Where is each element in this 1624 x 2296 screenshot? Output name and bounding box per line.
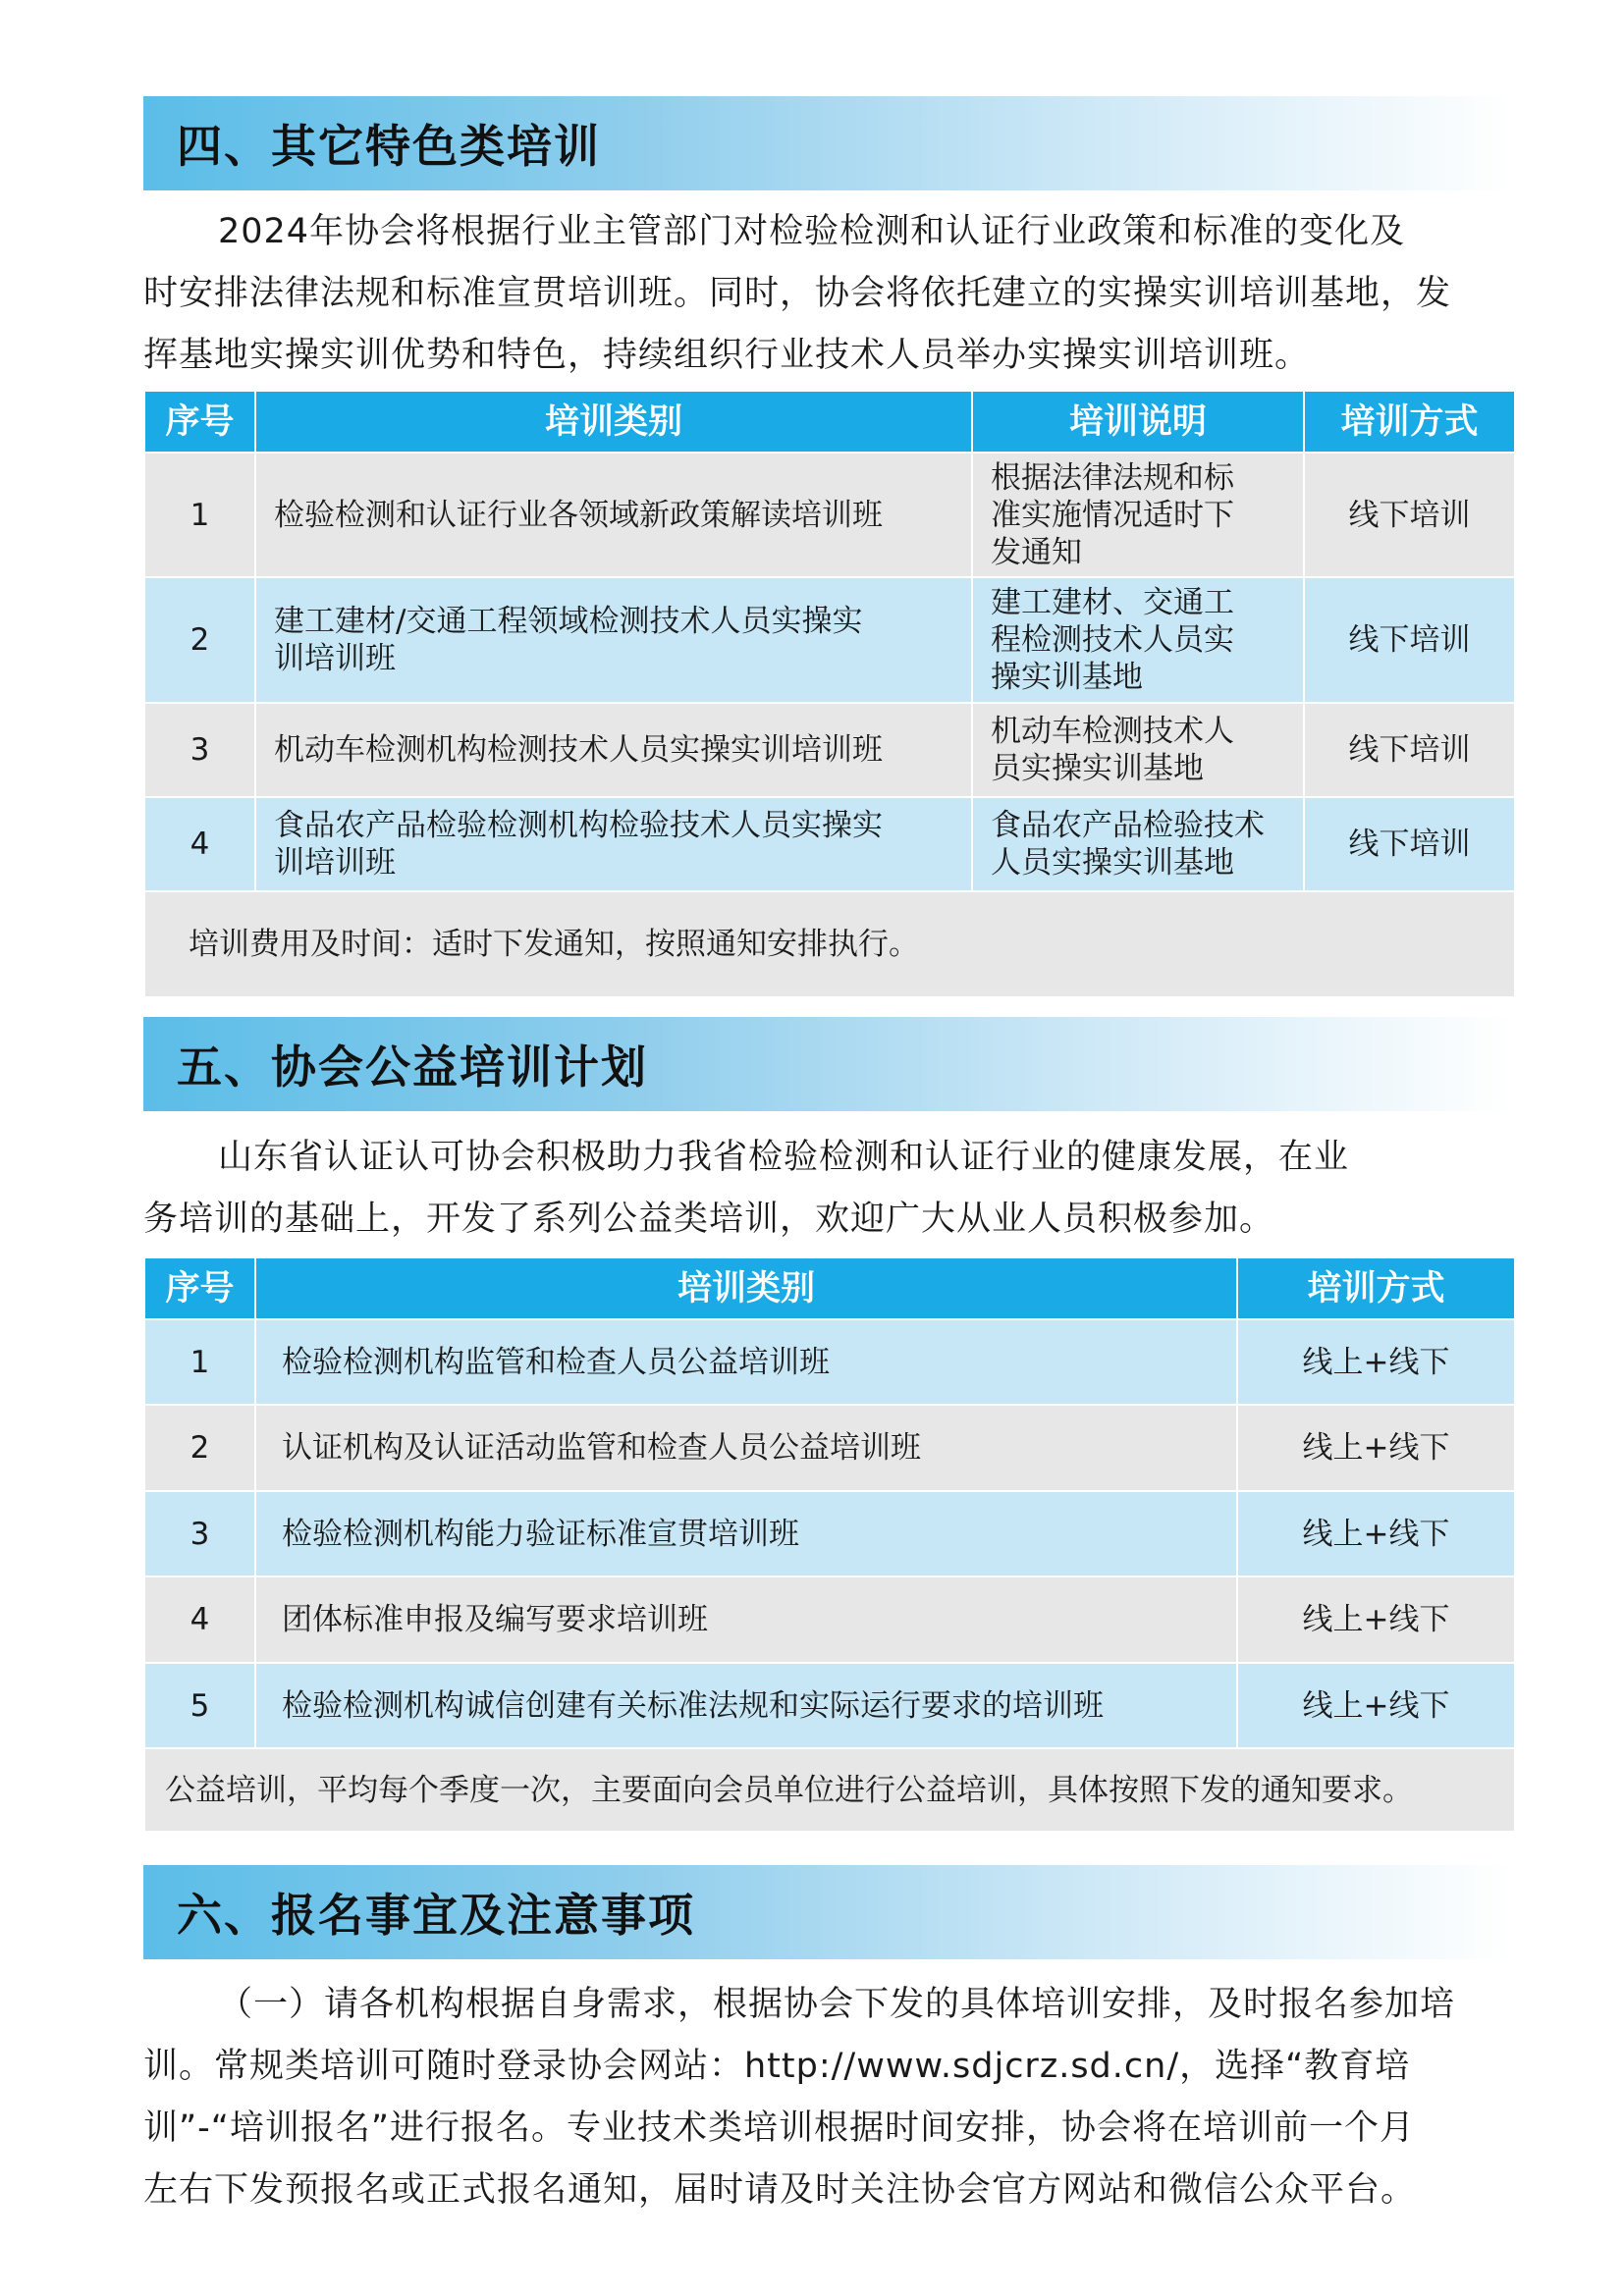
paragraph-line: 2024年协会将根据行业主管部门对检验检测和认证行业政策和标准的变化及 xyxy=(218,212,1406,251)
row-number: 2 xyxy=(144,577,255,703)
section-title-5: 五、协会公益培训计划 xyxy=(143,1017,1512,1111)
paragraph-line: 左右下发预报名或正式报名通知，届时请及时关注协会官方网站和微信公众平台。 xyxy=(143,2170,1417,2210)
paragraph-line: 训”-“培训报名”进行报名。专业技术类培训根据时间安排，协会将在培训前一个月 xyxy=(143,2109,1416,2148)
header-category: 培训类别 xyxy=(255,1257,1237,1319)
table-row xyxy=(144,1663,1515,1748)
row-category: 机动车检测机构检测技术人员实操实训培训班 xyxy=(255,703,972,797)
row-mode: 线下培训 xyxy=(1304,577,1515,703)
row-mode: 线下培训 xyxy=(1304,703,1515,797)
row-mode: 线下培训 xyxy=(1304,453,1515,577)
section-4-paragraph xyxy=(143,201,1518,387)
paragraph-line: 训。常规类培训可随时登录协会网站：http://www.sdjcrz.sd.cn/，选择“教育培 xyxy=(143,2047,1411,2086)
row-number: 3 xyxy=(144,1491,255,1576)
header-category: 培训类别 xyxy=(255,391,972,453)
header-mode: 培训方式 xyxy=(1304,391,1515,453)
table-header-row xyxy=(144,1257,1515,1319)
public-training-table xyxy=(143,1256,1516,1833)
row-category: 检验检测机构监管和检查人员公益培训班 xyxy=(255,1319,1237,1405)
table-row xyxy=(144,453,1515,577)
row-category: 认证机构及认证活动监管和检查人员公益培训班 xyxy=(255,1405,1237,1491)
table-note-row xyxy=(144,891,1515,997)
row-number: 1 xyxy=(144,453,255,577)
section-title-6: 六、报名事宜及注意事项 xyxy=(143,1865,1512,1959)
header-description: 培训说明 xyxy=(972,391,1304,453)
paragraph-line: （一）请各机构根据自身需求，根据协会下发的具体培训安排，及时报名参加培 xyxy=(218,1985,1456,2024)
table-row xyxy=(144,1319,1515,1405)
row-mode: 线上+线下 xyxy=(1237,1576,1515,1663)
table-row xyxy=(144,1576,1515,1663)
row-number: 1 xyxy=(144,1319,255,1405)
section-title-4: 四、其它特色类培训 xyxy=(143,96,1512,190)
header-number: 序号 xyxy=(144,391,255,453)
paragraph-line: 挥基地实操实训优势和特色，持续组织行业技术人员举办实操实训培训班。 xyxy=(143,336,1311,375)
paragraph-line: 时安排法律法规和标准宣贯培训班。同时，协会将依托建立的实操实训培训基地，发 xyxy=(143,274,1452,313)
row-number: 5 xyxy=(144,1663,255,1748)
row-mode: 线上+线下 xyxy=(1237,1405,1515,1491)
row-category: 建工建材/交通工程领域检测技术人员实操实 训培训班 xyxy=(255,577,972,703)
paragraph-line: 务培训的基础上，开发了系列公益类培训，欢迎广大从业人员积极参加。 xyxy=(143,1200,1275,1239)
section-6-paragraph xyxy=(143,1974,1518,2221)
table-row xyxy=(144,1491,1515,1576)
row-mode: 线上+线下 xyxy=(1237,1663,1515,1748)
row-category: 团体标准申报及编写要求培训班 xyxy=(255,1576,1237,1663)
table-row xyxy=(144,577,1515,703)
table-note: 培训费用及时间：适时下发通知，按照通知安排执行。 xyxy=(144,891,1515,997)
table-row xyxy=(144,797,1515,891)
header-mode: 培训方式 xyxy=(1237,1257,1515,1319)
row-category: 检验检测机构能力验证标准宣贯培训班 xyxy=(255,1491,1237,1576)
row-number: 4 xyxy=(144,797,255,891)
row-description: 建工建材、交通工 程检测技术人员实 操实训基地 xyxy=(972,577,1304,703)
row-category: 检验检测机构诚信创建有关标准法规和实际运行要求的培训班 xyxy=(255,1663,1237,1748)
row-mode: 线下培训 xyxy=(1304,797,1515,891)
row-number: 3 xyxy=(144,703,255,797)
row-description: 食品农产品检验技术 人员实操实训基地 xyxy=(972,797,1304,891)
special-training-table xyxy=(143,390,1516,998)
header-number: 序号 xyxy=(144,1257,255,1319)
section-5-paragraph xyxy=(143,1127,1518,1251)
table-note: 公益培训，平均每个季度一次，主要面向会员单位进行公益培训，具体按照下发的通知要求。 xyxy=(144,1748,1515,1832)
row-number: 2 xyxy=(144,1405,255,1491)
table-header-row xyxy=(144,391,1515,453)
table-note-row xyxy=(144,1748,1515,1832)
row-description: 根据法律法规和标 准实施情况适时下 发通知 xyxy=(972,453,1304,577)
row-description: 机动车检测技术人 员实操实训基地 xyxy=(972,703,1304,797)
table-row xyxy=(144,1405,1515,1491)
row-mode: 线上+线下 xyxy=(1237,1491,1515,1576)
row-category: 食品农产品检验检测机构检验技术人员实操实 训培训班 xyxy=(255,797,972,891)
row-category: 检验检测和认证行业各领域新政策解读培训班 xyxy=(255,453,972,577)
paragraph-line: 山东省认证认可协会积极助力我省检验检测和认证行业的健康发展，在业 xyxy=(218,1138,1350,1177)
row-mode: 线上+线下 xyxy=(1237,1319,1515,1405)
row-number: 4 xyxy=(144,1576,255,1663)
table-row xyxy=(144,703,1515,797)
